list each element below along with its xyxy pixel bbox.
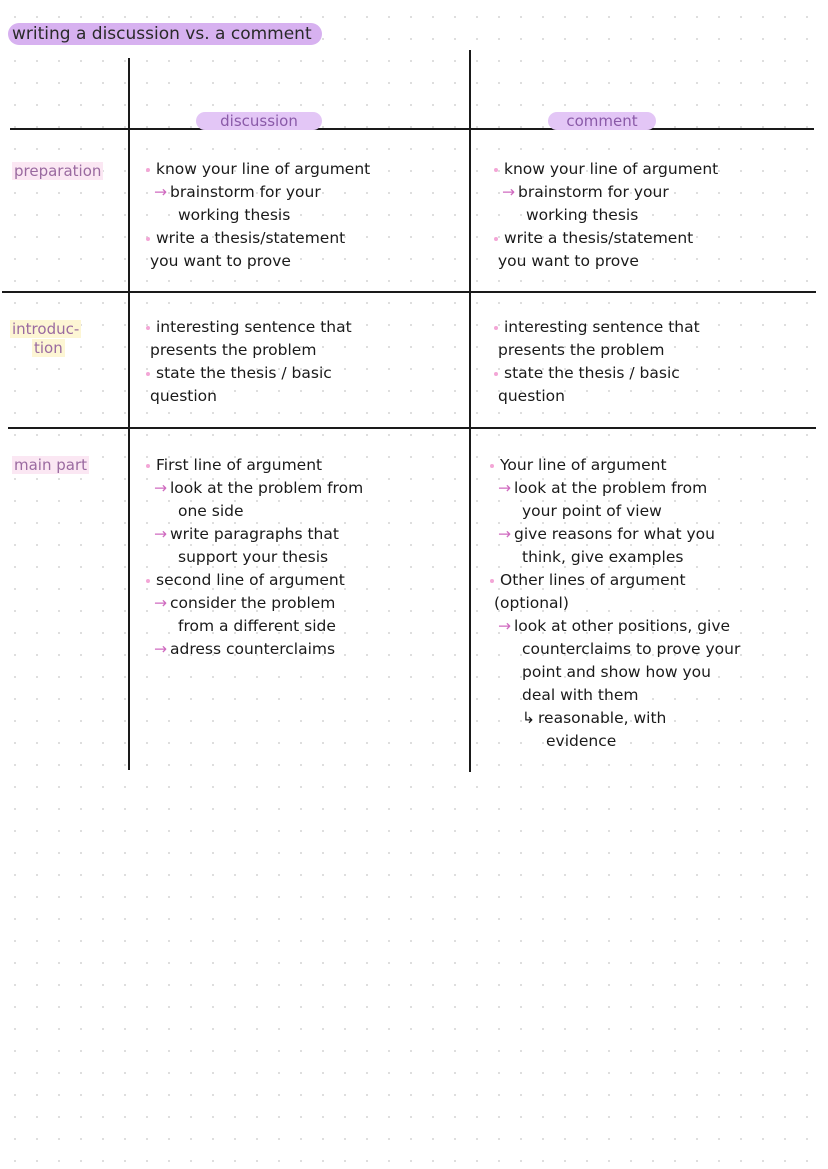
cell-text: state the thesis / basic (156, 364, 332, 382)
row-label-text-cont: tion (34, 339, 63, 357)
cell-line (494, 204, 820, 227)
arrow-right-icon: → (154, 594, 167, 612)
cell-main-part-discussion (146, 454, 464, 661)
cell-text: interesting sentence that (156, 318, 352, 336)
bullet-dot-icon (494, 326, 498, 330)
cell-text: Your line of argument (500, 456, 667, 474)
row-label-text: main part (14, 456, 88, 474)
cell-preparation-discussion (146, 158, 464, 273)
cell-line (146, 385, 464, 408)
cell-line (494, 181, 820, 204)
cell-text: working thesis (526, 206, 639, 224)
row-label-introduction (10, 320, 81, 358)
cell-line (490, 730, 820, 753)
cell-line (490, 500, 820, 523)
cell-line (490, 592, 820, 615)
cell-text: think, give examples (522, 548, 684, 566)
row-rule-1 (2, 291, 816, 293)
cell-text: your point of view (522, 502, 662, 520)
column-header-discussion: discussion (196, 112, 322, 130)
cell-text: state the thesis / basic (504, 364, 680, 382)
cell-text: one side (178, 502, 244, 520)
cell-line (494, 158, 820, 181)
row-label-preparation (12, 162, 103, 181)
cell-text: evidence (546, 732, 617, 750)
cell-introduction-discussion (146, 316, 464, 408)
bullet-dot-icon (146, 579, 150, 583)
cell-preparation-comment (494, 158, 820, 273)
cell-line (494, 362, 820, 385)
cell-text: adress counterclaims (170, 640, 336, 658)
cell-line (146, 316, 464, 339)
bullet-dot-icon (146, 326, 150, 330)
arrow-right-icon: → (154, 479, 167, 497)
cell-text: Other lines of argument (500, 571, 686, 589)
table-divider-left (128, 58, 130, 770)
cell-text: from a different side (178, 617, 336, 635)
cell-line (146, 500, 464, 523)
row-label-main-part (12, 456, 89, 475)
cell-line (494, 339, 820, 362)
cell-text: reasonable, with (538, 709, 667, 727)
cell-line (146, 227, 464, 250)
bullet-dot-icon (146, 237, 150, 241)
cell-text: support your thesis (178, 548, 329, 566)
cell-line (146, 546, 464, 569)
cell-line (146, 523, 464, 546)
arrow-right-icon: → (154, 183, 167, 201)
cell-line (146, 615, 464, 638)
cell-text: presents the problem (498, 341, 665, 359)
cell-line (494, 250, 820, 273)
cell-line (490, 523, 820, 546)
cell-main-part-comment (490, 454, 820, 753)
cell-text: second line of argument (156, 571, 345, 589)
cell-text: question (498, 387, 565, 405)
bullet-dot-icon (494, 237, 498, 241)
cell-line (494, 316, 820, 339)
cell-line (494, 385, 820, 408)
cell-line (146, 569, 464, 592)
cell-line (146, 477, 464, 500)
column-header-comment: comment (548, 112, 656, 130)
cell-text: write a thesis/statement (156, 229, 346, 247)
bullet-dot-icon (490, 464, 494, 468)
arrow-right-icon: → (498, 617, 511, 635)
cell-text: working thesis (178, 206, 291, 224)
cell-text: consider the problem (170, 594, 336, 612)
cell-text: you want to prove (150, 252, 291, 270)
row-rule-2 (8, 427, 816, 429)
cell-line (494, 227, 820, 250)
bullet-dot-icon (146, 372, 150, 376)
page-title: writing a discussion vs. a comment (8, 23, 322, 45)
cell-text: you want to prove (498, 252, 639, 270)
cell-line (490, 546, 820, 569)
cell-text: deal with them (522, 686, 639, 704)
arrow-right-icon: → (498, 479, 511, 497)
cell-text: interesting sentence that (504, 318, 700, 336)
bullet-dot-icon (494, 372, 498, 376)
cell-line (490, 684, 820, 707)
bullet-dot-icon (146, 168, 150, 172)
cell-text: look at the problem from (514, 479, 708, 497)
arrow-down-right-icon: ↳ (522, 709, 535, 727)
cell-text: (optional) (494, 594, 569, 612)
row-label-text: preparation (14, 162, 102, 180)
cell-line (146, 158, 464, 181)
cell-line (490, 569, 820, 592)
cell-line (490, 477, 820, 500)
bullet-dot-icon (146, 464, 150, 468)
cell-text: question (150, 387, 217, 405)
arrow-right-icon: → (502, 183, 515, 201)
cell-text: brainstorm for your (518, 183, 669, 201)
arrow-right-icon: → (154, 640, 167, 658)
cell-line (490, 638, 820, 661)
cell-line (146, 250, 464, 273)
cell-text: write paragraphs that (170, 525, 339, 543)
cell-line (490, 661, 820, 684)
cell-text: First line of argument (156, 456, 323, 474)
cell-text: know your line of argument (504, 160, 719, 178)
cell-line (146, 181, 464, 204)
cell-line (146, 592, 464, 615)
arrow-right-icon: → (498, 525, 511, 543)
cell-text: look at other positions, give (514, 617, 731, 635)
header-rule (10, 128, 814, 130)
cell-text: know your line of argument (156, 160, 371, 178)
table-divider-middle (469, 50, 471, 772)
cell-line (146, 204, 464, 227)
cell-line (490, 707, 820, 730)
cell-line (146, 638, 464, 661)
cell-line (146, 362, 464, 385)
cell-text: brainstorm for your (170, 183, 321, 201)
cell-line (490, 454, 820, 477)
cell-introduction-comment (494, 316, 820, 408)
arrow-right-icon: → (154, 525, 167, 543)
cell-line (146, 339, 464, 362)
cell-text: counterclaims to prove your (522, 640, 741, 658)
cell-text: give reasons for what you (514, 525, 715, 543)
cell-line (146, 454, 464, 477)
cell-text: presents the problem (150, 341, 317, 359)
row-label-text: introduc- (12, 320, 80, 338)
bullet-dot-icon (490, 579, 494, 583)
bullet-dot-icon (494, 168, 498, 172)
cell-line (490, 615, 820, 638)
cell-text: write a thesis/statement (504, 229, 694, 247)
cell-text: point and show how you (522, 663, 711, 681)
cell-text: look at the problem from (170, 479, 364, 497)
